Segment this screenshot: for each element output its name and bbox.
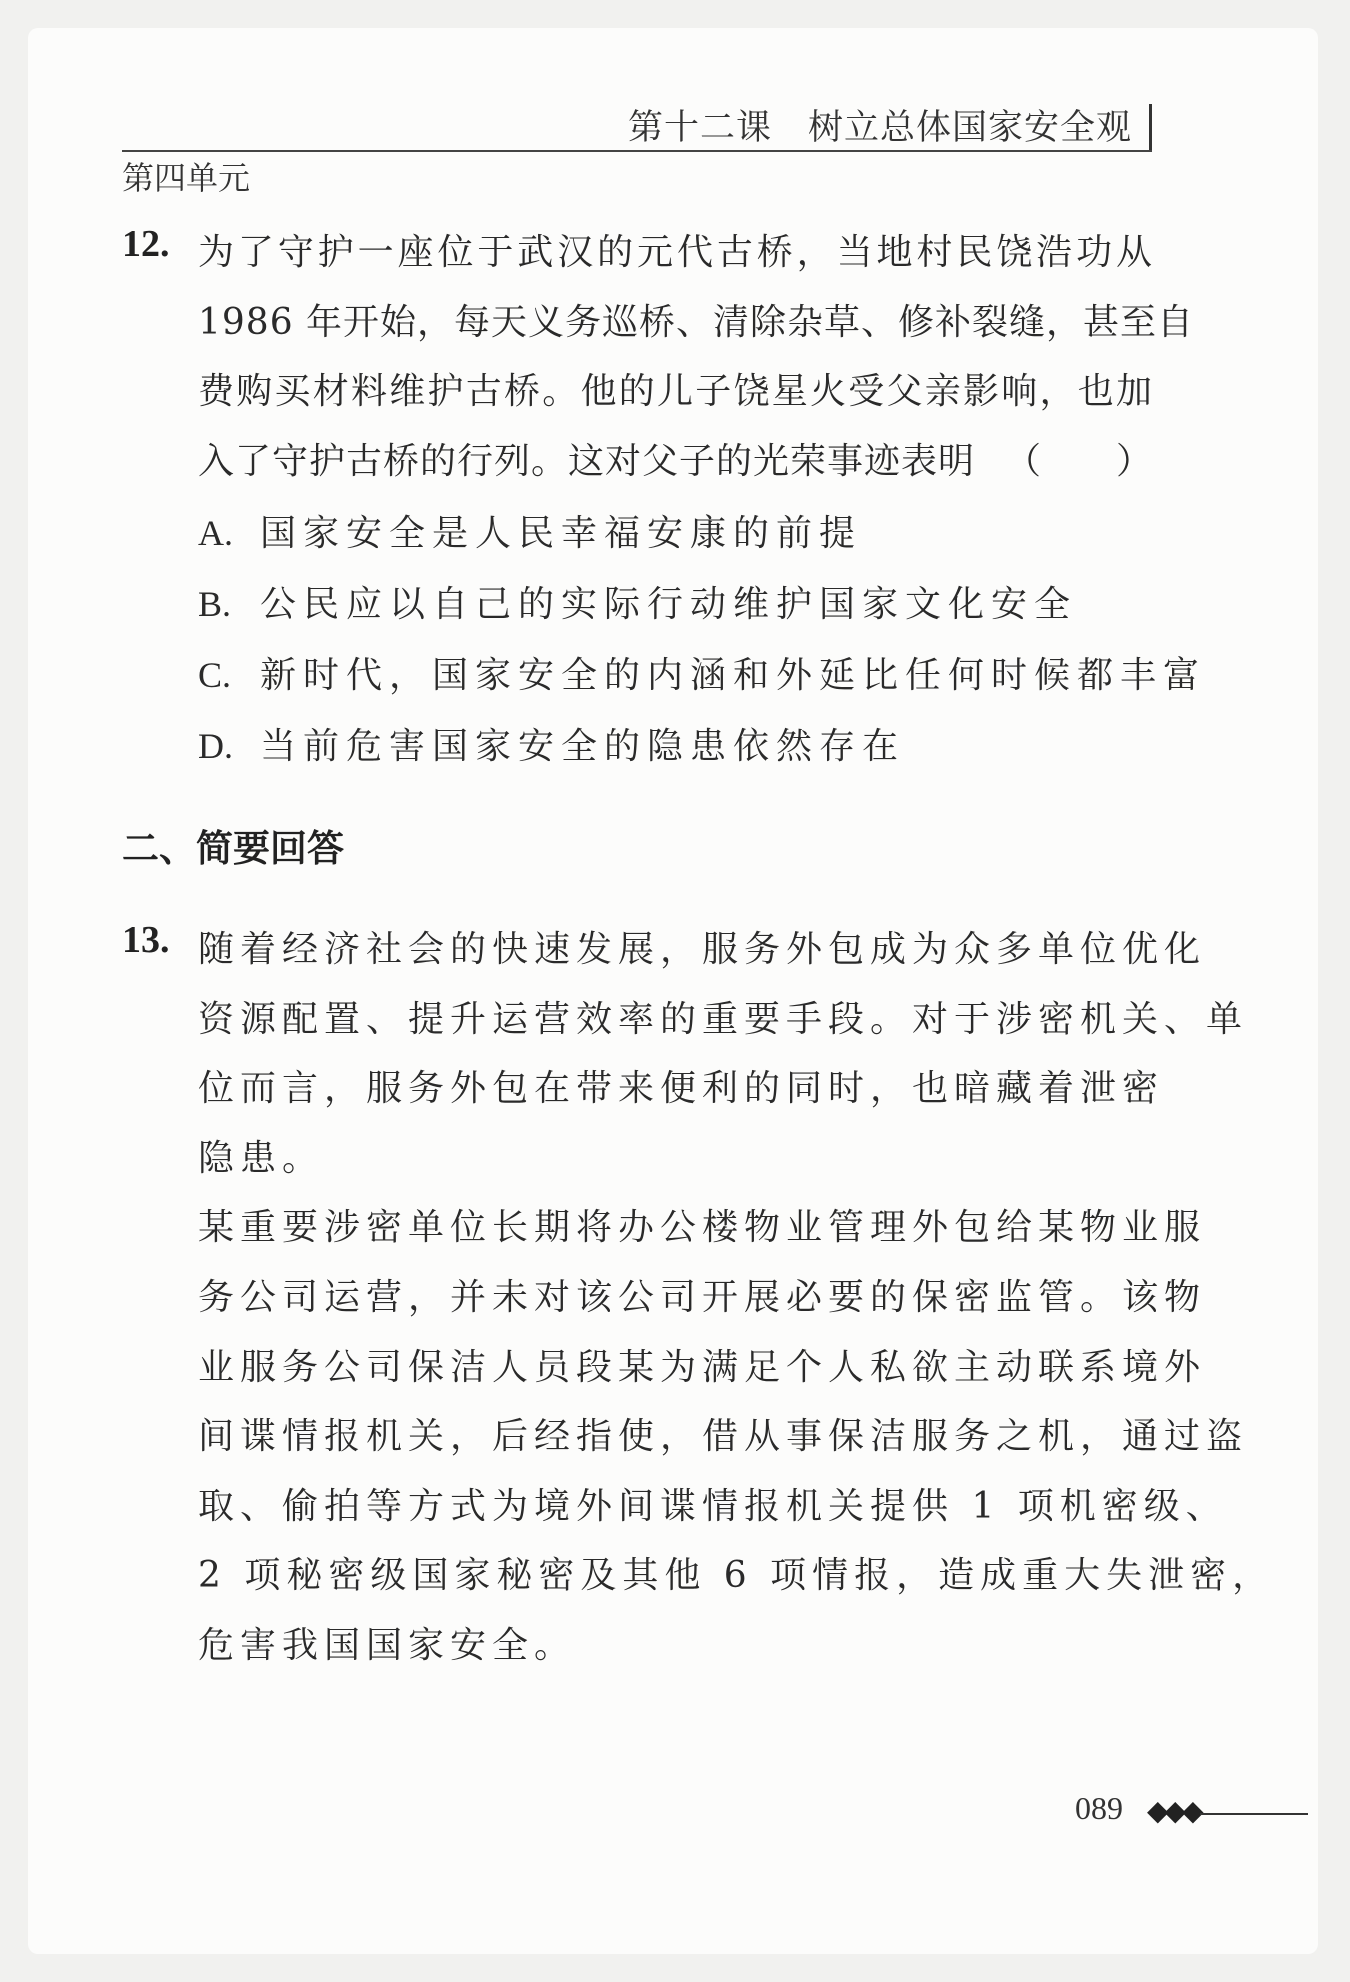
q13-line-1: 随着经济社会的快速发展，服务外包成为众多单位优化	[198, 929, 1207, 970]
q12-line-3: 费购买材料维护古桥。他的儿子饶星火受父亲影响，也加	[198, 371, 1153, 413]
page-number: 089	[1075, 1790, 1123, 1826]
q13-line-5: 某重要涉密单位长期将办公楼物业管理外包给某物业服	[198, 1207, 1207, 1249]
option-b-text: 公民应以自己的实际行动维护国家文化安全	[260, 584, 1078, 625]
q12-line-4-text: 入了守护古桥的行列。这对父子的光荣事迹表明	[198, 440, 976, 482]
option-a	[198, 498, 1206, 569]
option-d-letter: D.	[198, 726, 233, 766]
question-13-number: 13.	[122, 919, 170, 961]
q13-line-7: 业服务公司保洁人员段某为满足个人私欲主动联系境外	[198, 1346, 1207, 1388]
question-12-stem	[198, 218, 1195, 496]
q12-line-4	[198, 427, 1153, 497]
lesson-title: 第十二课 树立总体国家安全观	[627, 108, 1132, 148]
question-12-number: 12.	[122, 223, 170, 265]
question-13-body	[198, 915, 1275, 1681]
option-c-letter: C.	[198, 655, 232, 695]
option-c-text: 新时代，国家安全的内涵和外延比任何时候都丰富	[260, 655, 1207, 696]
q12-line-1: 为了守护一座位于武汉的元代古桥，当地村民饶浩功从	[198, 232, 1153, 273]
q13-line-11: 危害我国国家安全。	[198, 1624, 577, 1666]
header-bar	[1149, 104, 1152, 152]
diamond-ornament-icon: ◆◆◆	[1147, 1794, 1200, 1827]
q13-line-6: 务公司运营，并未对该公司开展必要的保密监管。该物	[198, 1276, 1207, 1318]
q13-line-8: 间谍情报机关，后经指使，借从事保洁服务之机，通过盗	[198, 1416, 1249, 1458]
option-a-text: 国家安全是人民幸福安康的前提	[260, 513, 863, 554]
q13-line-10: 2 项秘密级国家秘密及其他 6 项情报，造成重大失泄密，	[198, 1555, 1275, 1597]
option-b	[198, 569, 1206, 640]
answer-bracket: （ ）	[1004, 440, 1153, 482]
q13-line-4: 隐患。	[198, 1137, 325, 1179]
option-c	[198, 640, 1206, 711]
option-d	[198, 711, 1206, 782]
q13-line-9: 取、偷拍等方式为境外间谍情报机关提供 1 项机密级、	[198, 1485, 1228, 1527]
q12-options	[198, 498, 1206, 782]
q12-line-2: 1986 年开始，每天义务巡桥、清除杂草、修补裂缝，甚至自	[198, 301, 1195, 343]
option-a-letter: A.	[198, 513, 233, 553]
option-d-text: 当前危害国家安全的隐患依然存在	[260, 726, 906, 767]
section-title: 二、简要回答	[122, 827, 344, 870]
unit-label: 第四单元	[122, 159, 251, 197]
q13-line-2: 资源配置、提升运营效率的重要手段。对于涉密机关、单	[198, 998, 1249, 1040]
header-rule	[122, 150, 1152, 152]
q13-line-3: 位而言，服务外包在带来便利的同时，也暗藏着泄密	[198, 1068, 1165, 1110]
option-b-letter: B.	[198, 584, 232, 624]
footer-rule	[1200, 1813, 1308, 1815]
